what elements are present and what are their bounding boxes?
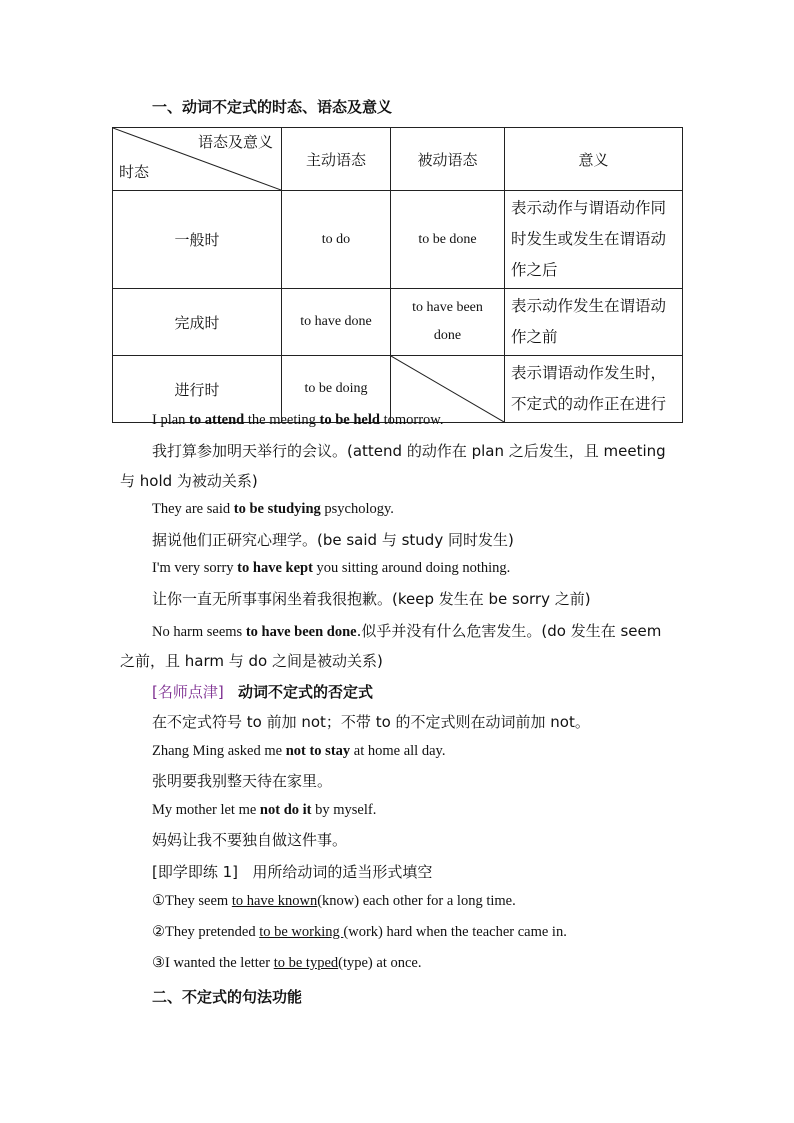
corner-voice-label: 语态及意义 — [197, 133, 273, 151]
example-translation-3: 让你一直无所事事闲坐着我很抱歉。(keep 发生在 be sorry 之前) — [152, 590, 591, 608]
practice-heading: [即学即练 1] 用所给动词的适当形式填空 — [152, 863, 433, 881]
tip-rule: 在不定式符号 to 前加 not；不带 to 的不定式则在动词前加 not。 — [152, 713, 590, 731]
meaning-cell: 表示动作发生在谓语动作之前 — [505, 289, 683, 356]
practice-question-2: ②They pretended to be working (work) hard when the teacher came in. — [152, 924, 567, 940]
table-corner-cell — [113, 128, 282, 191]
grammar-table — [112, 127, 683, 423]
practice-question-1: ①They seem to have known(know) each other for a long time. — [152, 893, 516, 909]
example-sentence-1: I plan to attend the meeting to be held tomorrow. — [152, 412, 444, 428]
tense-cell: 一般时 — [113, 191, 282, 289]
answer-blank: to have known — [231, 893, 318, 909]
table-row — [113, 191, 683, 289]
example-sentence-4: No harm seems to have been done.似乎并没有什么危害发生。(do 发生在 seem — [152, 622, 662, 640]
example-translation-4b: 之前，且 harm 与 do 之间是被动关系) — [120, 652, 383, 670]
example-sentence-2: They are said to be studying psychology. — [152, 501, 394, 517]
table-row — [113, 289, 683, 356]
example-sentence-5: Zhang Ming asked me not to stay at home all day. — [152, 743, 446, 759]
example-translation-1b: 与 hold 为被动关系) — [120, 472, 258, 490]
answer-blank: to be working — [259, 924, 344, 940]
section1-title: 一、动词不定式的时态、语态及意义 — [152, 98, 393, 116]
example-sentence-3: I'm very sorry to have kept you sitting around doing nothing. — [152, 560, 511, 576]
meaning-cell: 表示动作与谓语动作同时发生或发生在谓语动作之后 — [505, 191, 683, 289]
meaning-cell: 表示谓语动作发生时，不定式的动作正在进行 — [505, 356, 683, 423]
example-sentence-6: My mother let me not do it by myself. — [152, 802, 377, 818]
corner-tense-label: 时态 — [119, 163, 150, 181]
example-translation-2: 据说他们正研究心理学。(be said 与 study 同时发生) — [152, 531, 514, 549]
practice-question-3: ③I wanted the letter to be typed(type) at once. — [152, 955, 422, 971]
tense-cell: 进行时 — [113, 356, 282, 423]
table-header-row — [113, 128, 683, 191]
active-cell: to have done — [282, 289, 391, 356]
example-translation-6: 妈妈让我不要独自做这件事。 — [152, 831, 348, 849]
header-meaning: 意义 — [505, 128, 683, 191]
passive-cell: to be done — [391, 191, 505, 289]
header-active: 主动语态 — [282, 128, 391, 191]
tip-tag: [名师点津] — [152, 683, 224, 701]
answer-blank: to be typed — [273, 955, 339, 971]
header-passive: 被动语态 — [391, 128, 505, 191]
example-translation-5: 张明要我别整天待在家里。 — [152, 772, 333, 790]
example-translation-1a: 我打算参加明天举行的会议。(attend 的动作在 plan 之后发生，且 meeting — [152, 442, 666, 460]
section2-title: 二、不定式的句法功能 — [152, 988, 303, 1006]
tense-cell: 完成时 — [113, 289, 282, 356]
active-cell: to do — [282, 191, 391, 289]
teacher-tip — [152, 681, 373, 702]
tip-title: 动词不定式的否定式 — [238, 683, 374, 701]
active-cell: to be doing — [282, 356, 391, 423]
passive-cell: to have been done — [391, 289, 505, 356]
